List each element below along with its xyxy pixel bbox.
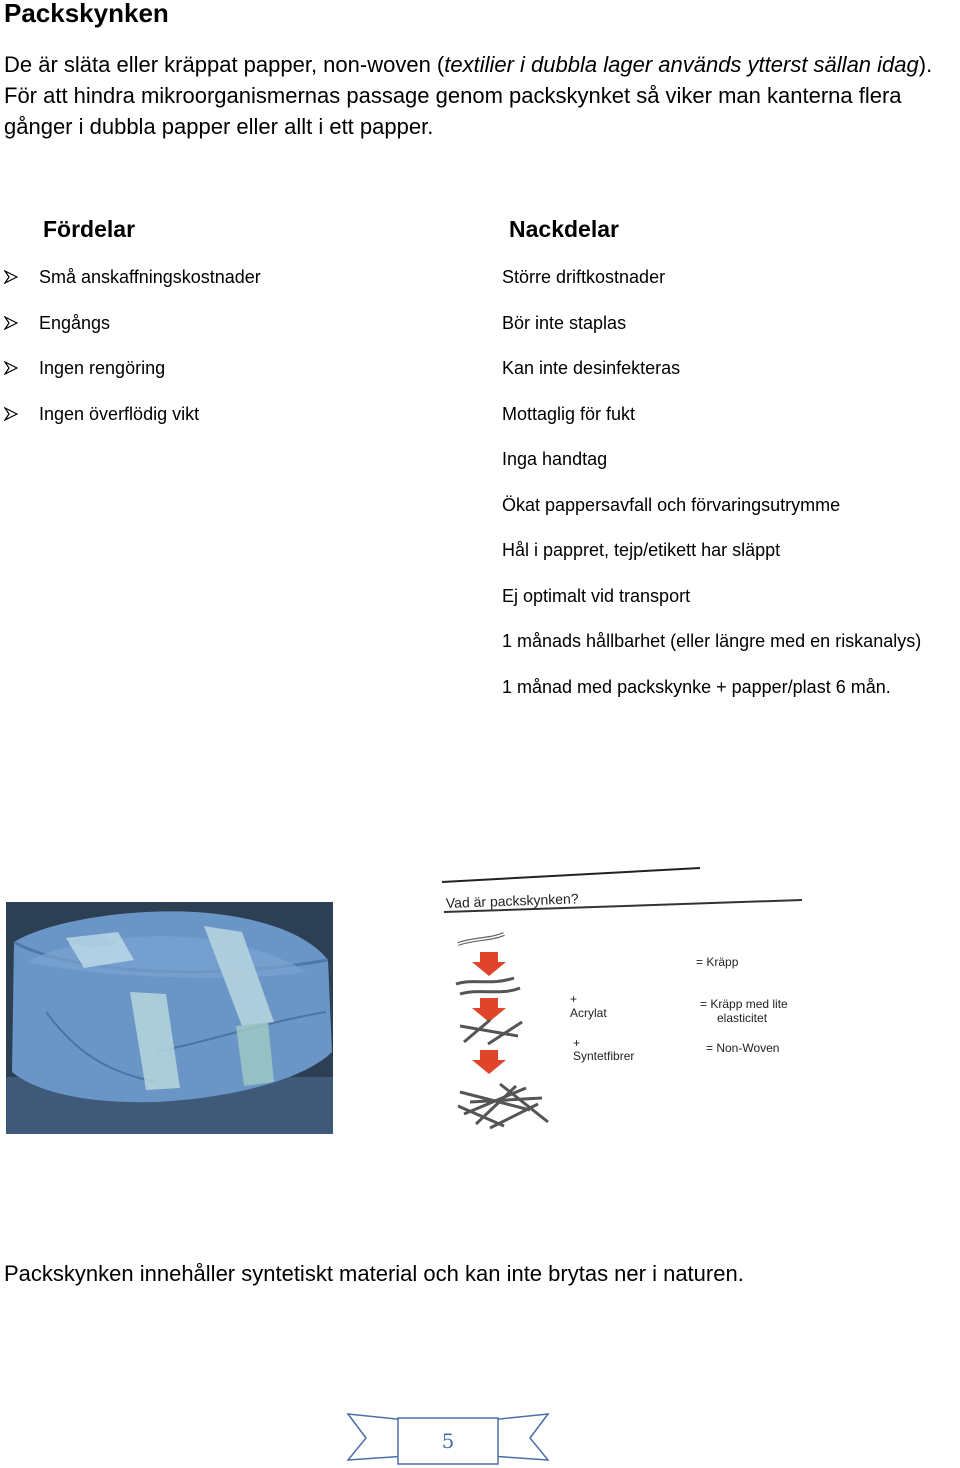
- disadvantages-heading: Nackdelar: [509, 216, 619, 242]
- list-item: Mottaglig för fukt: [502, 403, 636, 424]
- disadvantages-list: [502, 264, 921, 719]
- arrowhead-bullet-icon: [4, 407, 18, 421]
- list-item: Hål i pappret, tejp/etikett har släppt: [502, 540, 781, 560]
- plus-sign: +: [570, 992, 578, 1006]
- list-item-text: Ingen rengöring: [39, 358, 166, 378]
- list-item: [4, 401, 261, 447]
- list-item-text: Engångs: [39, 312, 111, 333]
- arrowhead-bullet-icon: [4, 361, 18, 375]
- list-item: Bör inte staplas: [502, 312, 627, 333]
- list-item: Ej optimalt vid transport: [502, 585, 691, 606]
- result-nonwoven: = Non-Woven: [706, 1041, 780, 1055]
- arrowhead-bullet-icon: [4, 270, 18, 284]
- result-krapp: = Kräpp: [696, 955, 739, 969]
- advantages-heading: Fördelar: [43, 216, 136, 242]
- page-number: 5: [441, 1429, 455, 1453]
- intro-text-2: ). För att hindra mikroorganismernas passage genom packskynket så viker man kanterna flera gånger i dubbla papper eller allt i ett papper.: [4, 52, 933, 139]
- syntetfibrer-label: Syntetfibrer: [573, 1049, 635, 1063]
- list-item: 1 månad med packskynke + papper/plast 6 mån.: [502, 676, 891, 697]
- advantages-list: [4, 264, 261, 446]
- list-item: [4, 264, 261, 310]
- diagram-title: Vad är packskynken?: [445, 890, 579, 911]
- plus-sign: +: [573, 1036, 581, 1050]
- list-item: Inga handtag: [502, 449, 608, 469]
- intro-paragraph: [4, 49, 944, 142]
- intro-text-1: De är släta eller kräppat papper, non-woven (: [4, 52, 445, 77]
- list-item-text: Ingen överflödig vikt: [39, 403, 200, 424]
- list-item: Kan inte desinfekteras: [502, 358, 681, 378]
- acrylat-label: Acrylat: [570, 1006, 607, 1020]
- list-item-text: Små anskaffningskostnader: [39, 267, 261, 287]
- intro-italic: textilier i dubbla lager används ytterst sällan idag: [444, 52, 919, 77]
- list-item: Ökat pappersavfall och förvaringsutrymme: [502, 494, 841, 515]
- wrap-materials-diagram: [430, 860, 830, 1150]
- list-item: [4, 355, 261, 401]
- closing-paragraph: Packskynken innehåller syntetiskt material och kan inte brytas ner i naturen.: [4, 1261, 744, 1286]
- list-item: 1 månads hållbarhet (eller längre med en riskanalys): [502, 631, 922, 651]
- result-krapp-elastic: = Kräpp med lite: [700, 997, 788, 1011]
- list-item: Större driftkostnader: [502, 267, 666, 287]
- page-title: Packskynken: [4, 0, 169, 28]
- list-item: [4, 310, 261, 356]
- wrapped-bundle-photo: [6, 902, 333, 1134]
- result-krapp-elastic-line2: elasticitet: [717, 1011, 768, 1025]
- arrowhead-bullet-icon: [4, 316, 18, 330]
